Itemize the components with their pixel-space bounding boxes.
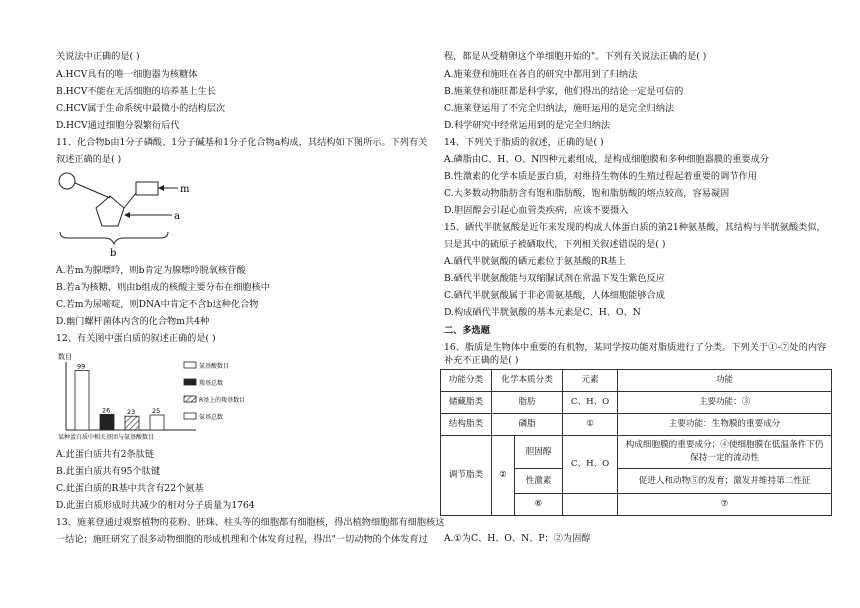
bar-1 — [75, 371, 89, 430]
question-13-cont: 一结论；施旺研究了很多动物细胞的形成机理和个体发育过程，得出"一切动物的个体发育过 — [56, 534, 428, 545]
question-text: 关说法中正确的是( ) — [56, 51, 140, 62]
option-a: A.磷脂由C、H、O、N四种元素组成，是构成细胞膜和多种细胞器膜的重要成分 — [444, 154, 769, 165]
table-cell: C、H、O — [563, 436, 618, 494]
table-row — [441, 392, 832, 414]
table-cell: ⑥ — [515, 494, 563, 516]
bar-value-label: 25 — [152, 407, 161, 415]
arrow-head-icon — [124, 212, 130, 218]
table-cell — [563, 494, 618, 516]
base-rectangle — [136, 182, 158, 195]
question-13-cont: 程，都是从受精卵这个单细胞开始的"。下列有关说法正确的是( ) — [444, 51, 707, 62]
phosphate-circle — [59, 173, 75, 189]
table-cell: 主要功能：生物膜的重要成分 — [618, 414, 832, 436]
table-cell: 主要功能：③ — [618, 392, 832, 414]
option-c: C.施莱登运用了不完全归纳法，施旺运用的是完全归纳法 — [444, 103, 675, 114]
option-c: C.若m为尿嘧啶，则DNA中肯定不含b这种化合物 — [56, 299, 259, 310]
option-d: D.幽门螺杆菌体内含的化合物m共4种 — [56, 316, 210, 327]
legend-swatch — [184, 413, 196, 419]
label-a: a — [174, 211, 180, 222]
table-row — [441, 370, 832, 392]
table-cell: 性激素 — [515, 469, 563, 494]
section-heading: 二、多选题 — [444, 325, 490, 336]
table-cell: 胆固醇 — [515, 436, 563, 469]
question-15-cont: 只是其中的硫原子被硒取代，下列相关叙述错误的是( ) — [444, 239, 666, 250]
option-d: D.此蛋白质形成时共减少的相对分子质量为1764 — [56, 500, 255, 511]
option-b: B.性激素的化学本质是蛋白质，对维持生物体的生殖过程起着重要的调节作用 — [444, 171, 757, 182]
question-15: 15、硒代半胱氨酸是近年来发现的构成人体蛋白质的第21种氨基酸，其结构与半胱氨酸类似， — [444, 222, 826, 233]
option-a: A.此蛋白质共有2条肽链 — [56, 449, 155, 460]
table-cell: 调节脂类 — [441, 436, 492, 516]
table-cell: 磷脂 — [492, 414, 563, 436]
option-c: C.大多数动物脂肪含有饱和脂肪酸，饱和脂肪酸的熔点较高，容易凝固 — [444, 188, 730, 199]
bond-line — [75, 183, 110, 198]
question-11-cont: 叙述正确的是( ) — [56, 154, 122, 165]
legend-swatch — [184, 379, 196, 385]
option-d: D.构成硒代半胱氨酸的基本元素是C、H、O、N — [444, 307, 641, 318]
question-14: 14、下列关于脂质的叙述，正确的是( ) — [444, 137, 604, 148]
table-header: 元素 — [563, 370, 618, 392]
bar-value-label: 99 — [77, 362, 86, 371]
option-b: B.硒代半胱氨酸能与双缩脲试剂在常温下发生紫色反应 — [444, 273, 665, 284]
bar-chart — [56, 350, 276, 442]
option-a: A.硒代半胱氨酸的硒元素位于氨基酸的R基上 — [444, 256, 626, 267]
option-a: A.HCV具有的唯一细胞器为核糖体 — [56, 69, 198, 80]
question-16-cont: 补充不正确的是( ) — [444, 355, 519, 366]
option-b: B.HCV不能在无活细胞的培养基上生长 — [56, 86, 216, 97]
nucleotide-diagram — [56, 168, 256, 258]
lipid-table — [440, 369, 832, 516]
question-16: 16、脂质是生物体中重要的有机物，某同学按功能对脂质进行了分类。下列关于①-⑦处的内容 — [444, 342, 827, 353]
legend-label: 氨基总数 — [199, 414, 224, 421]
bar-2 — [100, 414, 114, 430]
table-header: 化学本质分类 — [492, 370, 563, 392]
option-a: A.施莱登和施旺在各自的研究中都用到了归纳法 — [444, 69, 638, 80]
option-c: C.此蛋白质的R基中共含有22个氨基 — [56, 483, 204, 494]
table-cell: 结构脂类 — [441, 414, 492, 436]
bar-value-label: 23 — [127, 408, 136, 417]
legend-label: 氨基酸数目 — [199, 363, 230, 370]
table-cell-line: 保持一定的流动性 — [690, 453, 759, 463]
brace — [60, 232, 168, 244]
legend-swatch — [184, 396, 196, 402]
legend-label: R基上的羧基数目 — [199, 397, 246, 404]
table-header: 功能 — [618, 370, 832, 392]
bar-3 — [125, 416, 139, 430]
bond-line — [124, 193, 136, 208]
pentose-ring — [96, 196, 124, 226]
table-cell: 储藏脂类 — [441, 392, 492, 414]
option-b: B.此蛋白质共有95个肽键 — [56, 466, 161, 477]
label-b: b — [110, 248, 117, 258]
table-cell: ⑦ — [618, 494, 832, 516]
question-11: 11、化合物b由1分子磷酸、1分子碱基和1分子化合物a构成，其结构如下图所示。下列有关 — [56, 137, 428, 148]
option-d: D.HCV通过细胞分裂繁衍后代 — [56, 120, 180, 131]
option-d: D.胆固醇会引起心血管类疾病，应该不要摄入 — [444, 205, 629, 216]
bar-4 — [150, 415, 164, 430]
table-cell-line: 构成细胞膜的重要成分；④使细胞膜在低温条件下仍 — [625, 440, 824, 451]
option-b: B.施莱登和施旺都是科学家，他们得出的结论一定是可信的 — [444, 86, 684, 97]
y-axis-label: 数目 — [58, 353, 72, 361]
legend-swatch — [184, 362, 196, 368]
table-cell: 促进人和动物⑤的发育；激发并维持第二性征 — [618, 469, 832, 494]
table-row — [441, 414, 832, 436]
x-axis-label: 某种蛋白质中相关基团与氨基酸数目 — [58, 434, 155, 441]
table-header: 功能分类 — [441, 370, 492, 392]
option-c: C.HCV属于生命系统中最微小的结构层次 — [56, 103, 226, 114]
option-a: A.若m为腺嘌呤，则b肯定为腺嘌呤脱氧核苷酸 — [56, 265, 246, 276]
table-cell — [618, 436, 832, 469]
question-13: 13、施莱登通过观察植物的花粉、胚珠、柱头等的细胞都有细胞核，得出植物细胞都有细胞核这 — [56, 517, 445, 528]
bar-value-label: 26 — [102, 406, 111, 415]
table-cell: ② — [492, 436, 515, 516]
option-c: C.硒代半胱氨酸属于非必需氨基酸，人体细胞能够合成 — [444, 290, 665, 301]
option-a: A.①为C、H、O、N、P；②为固醇 — [444, 533, 591, 544]
question-12: 12、有关图中蛋白质的叙述正确的是( ) — [56, 333, 216, 344]
arrow-head-icon — [158, 185, 164, 191]
table-cell: 脂肪 — [492, 392, 563, 414]
legend-label: 羧基总数 — [199, 380, 224, 387]
table-cell: C、H、O — [563, 392, 618, 414]
option-b: B.若a为核糖，则由b组成的核酸主要分布在细胞核中 — [56, 282, 270, 293]
label-m: m — [180, 184, 190, 195]
option-d: D.科学研究中经常运用到的是完全归纳法 — [444, 120, 611, 131]
table-cell: ① — [563, 414, 618, 436]
table-row — [441, 436, 832, 469]
